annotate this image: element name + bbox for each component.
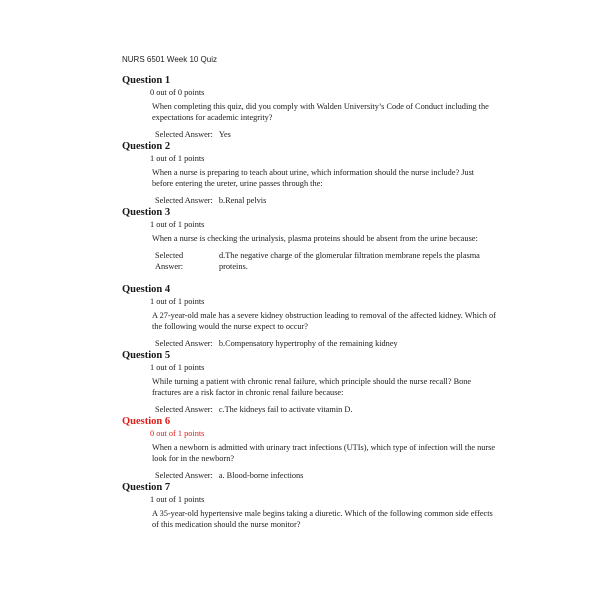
question-2 [122,141,502,206]
selected-answer-value: c.The kidneys fail to activate vitamin D. [218,405,353,414]
selected-answer [155,404,502,415]
question-text: While turning a patient with chronic renal failure, which principle should the nurse recall? Bone fractures are a risk factor in chronic renal failure because: [152,377,472,397]
selected-answer-value: d.The negative charge of the glomerular filtration membrane repels the plasma proteins. [219,251,480,271]
question-4 [122,284,502,349]
question-heading: Question 7 [122,482,171,493]
question-text: When completing this quiz, did you comply with Walden University’s Code of Conduct including the expectations for academic integrity? [152,102,489,122]
selected-answer-label: Selected Answer: [155,405,213,414]
selected-answer [155,338,502,349]
question-5 [122,350,502,415]
question-text: When a nurse is checking the urinalysis, plasma proteins should be absent from the urine because: [152,234,478,243]
selected-answer [155,129,502,140]
selected-answer [155,250,502,272]
question-points: 1 out of 1 points [150,154,205,163]
question-text: When a nurse is preparing to teach about urine, which information should the nurse include? Just before entering the ureter, urine passes through the: [152,168,475,188]
question-heading: Question 4 [122,284,171,295]
question-heading: Question 2 [122,141,171,152]
question-points: 1 out of 1 points [150,363,205,372]
question-text: A 35-year-old hypertensive male begins taking a diuretic. Which of the following common side effects of this medication should the nurse monitor? [152,509,493,529]
question-text: A 27-year-old male has a severe kidney obstruction leading to removal of the affected kidney. Which of the following would the nurse expect to occur? [152,311,496,331]
question-heading: Question 1 [122,75,171,86]
question-7 [122,482,502,530]
selected-answer-label: Selected Answer: [155,251,184,271]
document-title: NURS 6501 Week 10 Quiz [122,55,218,64]
question-heading: Question 6 [122,416,171,427]
question-points: 0 out of 0 points [150,88,205,97]
selected-answer-label: Selected Answer: [155,196,213,205]
selected-answer-label: Selected Answer: [155,471,213,480]
selected-answer-value: Yes [218,130,231,139]
selected-answer-label: Selected Answer: [155,130,213,139]
question-3 [122,207,502,272]
question-text: When a newborn is admitted with urinary tract infections (UTIs), which type of infection will the nurse look for in the newborn? [152,443,496,463]
question-points: 1 out of 1 points [150,495,205,504]
selected-answer-label: Selected Answer: [155,339,213,348]
question-1 [122,75,502,140]
question-points: 1 out of 1 points [150,297,205,306]
question-6 [122,416,502,481]
selected-answer-value: b.Compensatory hypertrophy of the remaining kidney [218,339,398,348]
question-heading: Question 3 [122,207,171,218]
question-heading: Question 5 [122,350,171,361]
question-points: 0 out of 1 points [150,429,205,438]
selected-answer-value: b.Renal pelvis [218,196,267,205]
question-points: 1 out of 1 points [150,220,205,229]
selected-answer [155,195,502,206]
selected-answer-value: a. Blood-borne infections [218,471,304,480]
selected-answer [155,470,502,481]
